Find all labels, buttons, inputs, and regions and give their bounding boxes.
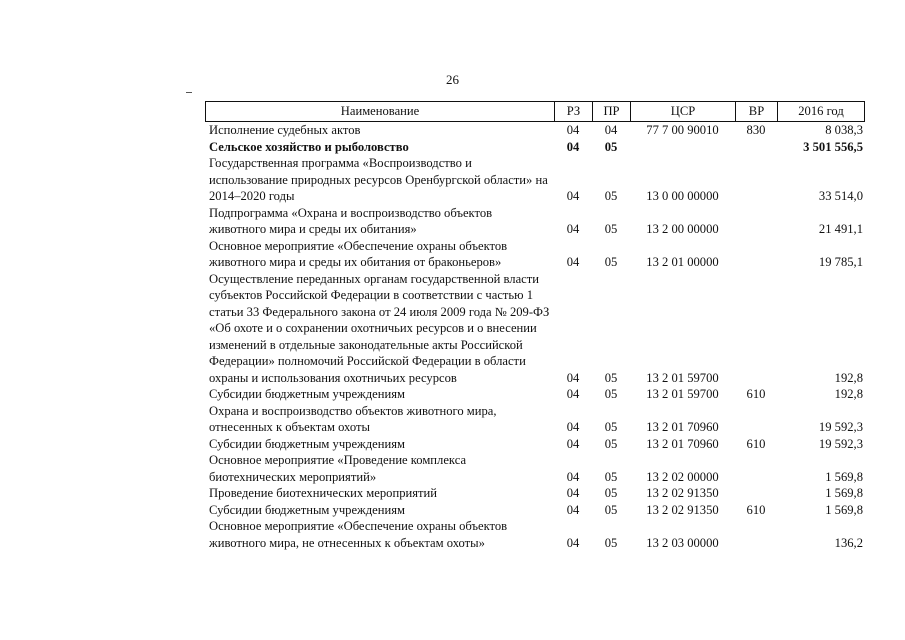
- page-number: 26: [446, 72, 459, 87]
- row-rz: 04: [566, 123, 580, 137]
- table-row: [205, 502, 865, 519]
- table-row: [205, 122, 865, 139]
- row-sum: 1 569,8: [825, 486, 863, 500]
- row-name: Субсидии бюджетным учреждениям: [209, 436, 405, 451]
- row-pr: 05: [604, 486, 618, 500]
- row-name: Основное мероприятие «Проведение комплекса биотехнических мероприятий»: [209, 453, 467, 484]
- row-pr: 05: [604, 469, 618, 484]
- row-pr: 05: [604, 436, 618, 451]
- table-row: [205, 271, 865, 387]
- table-row: [205, 139, 865, 156]
- row-sum: 1 569,8: [825, 502, 863, 517]
- row-name: Сельское хозяйство и рыболовство: [209, 139, 409, 154]
- row-sum: 19 592,3: [818, 436, 863, 451]
- row-csr: 77 7 00 90010: [646, 123, 719, 137]
- header-pr: ПР: [592, 102, 630, 121]
- row-csr: 13 2 00 00000: [646, 222, 719, 236]
- scan-mark: [186, 92, 192, 93]
- table-row: [205, 452, 865, 485]
- row-pr: 05: [604, 189, 618, 203]
- row-name: Основное мероприятие «Обеспечение охраны объектов животного мира и среды их обитания от браконьеров»: [209, 238, 508, 269]
- table-row: [205, 518, 865, 551]
- row-name: Субсидии бюджетным учреждениям: [209, 502, 405, 517]
- budget-table: [205, 101, 865, 551]
- row-sum: 19 592,3: [818, 420, 863, 434]
- row-rz: 04: [566, 535, 580, 550]
- row-csr: 13 2 01 70960: [646, 420, 719, 434]
- table-row: [205, 205, 865, 238]
- row-csr: 13 2 01 00000: [646, 255, 719, 269]
- row-csr: 13 2 02 00000: [646, 469, 719, 484]
- row-rz: 04: [566, 469, 580, 484]
- row-pr: 05: [604, 420, 618, 434]
- row-pr: 04: [604, 123, 618, 137]
- table-row: [205, 436, 865, 453]
- row-pr: 05: [604, 255, 618, 269]
- table-row: [205, 238, 865, 271]
- row-rz: 04: [566, 222, 580, 236]
- row-rz: 04: [566, 139, 580, 154]
- row-vr: 830: [746, 123, 766, 137]
- row-pr: 05: [604, 139, 618, 154]
- row-rz: 04: [566, 255, 580, 269]
- row-vr: 610: [746, 387, 766, 401]
- row-pr: 05: [604, 222, 618, 236]
- table-header: [205, 101, 865, 122]
- row-name: Подпрограмма «Охрана и воспроизводство объектов животного мира и среды их обитания»: [209, 205, 493, 236]
- row-name: Основное мероприятие «Обеспечение охраны объектов животного мира, не отнесенных к объектам охоты»: [209, 519, 508, 550]
- header-rz: РЗ: [554, 102, 592, 121]
- row-sum: 1 569,8: [825, 469, 863, 484]
- row-sum: 21 491,1: [818, 222, 863, 236]
- row-name: Субсидии бюджетным учреждениям: [209, 387, 405, 401]
- row-pr: 05: [604, 502, 618, 517]
- row-rz: 04: [566, 189, 580, 203]
- row-rz: 04: [566, 502, 580, 517]
- row-name: Охрана и воспроизводство объектов животного мира, отнесенных к объектам охоты: [209, 403, 497, 434]
- row-csr: 13 2 03 00000: [646, 535, 719, 550]
- row-name: Осуществление переданных органам государственной власти субъектов Российской Федерации в соответствии с частью 1 статьи 33 Федерального закона от 24 июля 2009 года № 209-ФЗ «Об охоте и о сохранении охотничьих ресурсов и о внесении изменений в отдельные законодательные акты Российской Федерации» полномочий Российской Федерации в области охраны и использования охотничьих ресурсов: [209, 271, 550, 385]
- row-rz: 04: [566, 486, 580, 500]
- row-vr: 610: [746, 436, 766, 451]
- row-pr: 05: [604, 387, 618, 401]
- header-name: Наименование: [205, 102, 554, 121]
- row-vr: 610: [746, 502, 766, 517]
- row-csr: 13 2 01 59700: [646, 370, 719, 385]
- row-name: Государственная программа «Воспроизводство и использование природных ресурсов Оренбургской области» на 2014–2020 годы: [209, 156, 548, 203]
- row-sum: 33 514,0: [818, 189, 863, 203]
- row-rz: 04: [566, 387, 580, 401]
- row-rz: 04: [566, 436, 580, 451]
- row-csr: 13 2 02 91350: [646, 486, 719, 500]
- row-pr: 05: [604, 535, 618, 550]
- table-row: [205, 485, 865, 502]
- row-sum: 192,8: [834, 387, 863, 401]
- row-name: Исполнение судебных актов: [209, 123, 361, 137]
- row-rz: 04: [566, 370, 580, 385]
- row-csr: 13 0 00 00000: [646, 189, 719, 203]
- row-sum: 19 785,1: [818, 255, 863, 269]
- header-year: 2016 год: [777, 102, 865, 121]
- row-sum: 8 038,3: [825, 123, 863, 137]
- row-pr: 05: [604, 370, 618, 385]
- header-vr: ВР: [735, 102, 777, 121]
- row-rz: 04: [566, 420, 580, 434]
- row-csr: 13 2 02 91350: [646, 502, 719, 517]
- row-sum: 3 501 556,5: [803, 139, 863, 154]
- header-csr: ЦСР: [630, 102, 735, 121]
- row-name: Проведение биотехнических мероприятий: [209, 486, 438, 500]
- table-row: [205, 386, 865, 403]
- table-row: [205, 155, 865, 205]
- row-csr: 13 2 01 70960: [646, 436, 719, 451]
- row-sum: 192,8: [834, 370, 863, 385]
- row-sum: 136,2: [834, 535, 863, 550]
- row-csr: 13 2 01 59700: [646, 387, 719, 401]
- table-row: [205, 403, 865, 436]
